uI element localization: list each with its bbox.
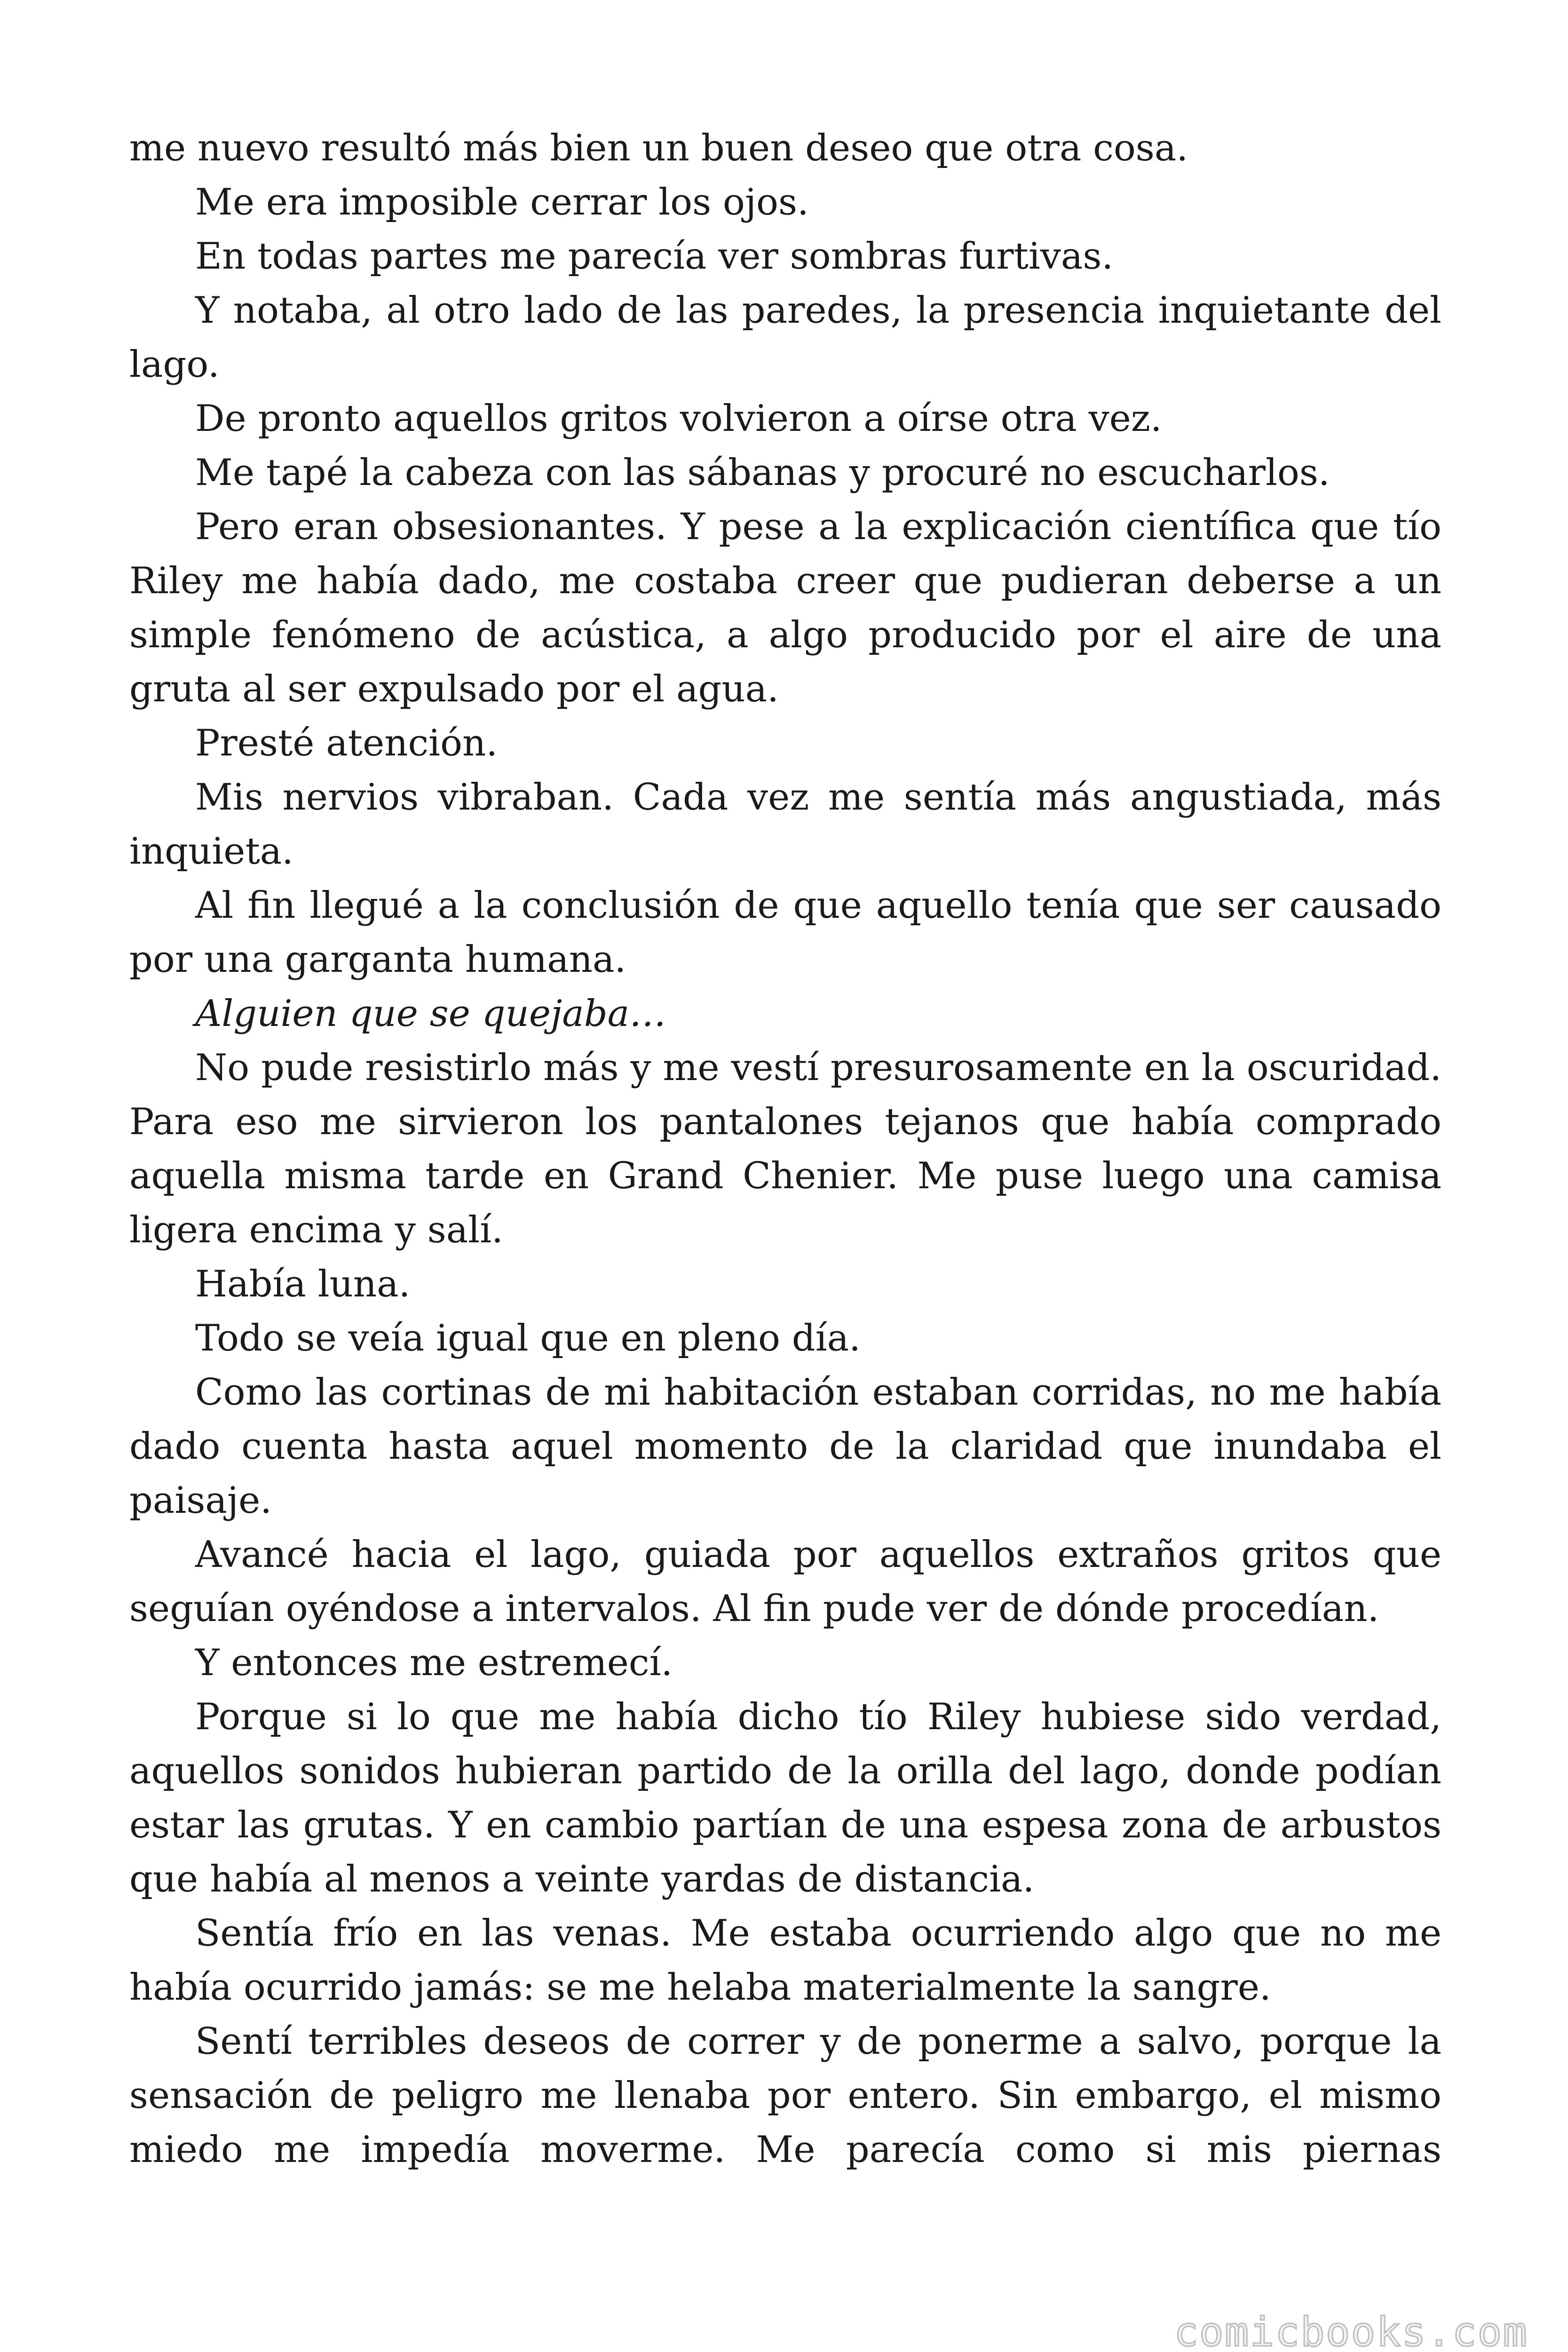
- watermark: comicbooks.com: [1174, 2309, 1528, 2352]
- paragraph: Y entonces me estremecí.: [195, 1642, 673, 1684]
- paragraph: No pude resistirlo más y me vestí presurosamente en la oscuridad. Para eso me sirvieron los pantalones tejanos que había comprado aquella misma tarde en Grand Chenier. Me puse luego una camisa ligera encima y salí.: [129, 1047, 1441, 1251]
- paragraph: Todo se veía igual que en pleno día.: [195, 1317, 861, 1359]
- paragraph: Porque si lo que me había dicho tío Riley hubiese sido verdad, aquellos sonidos hubieran partido de la orilla del lago, donde podían estar las grutas. Y en cambio partían de una espesa zona de arbustos que había al menos a veinte yardas de distancia.: [129, 1696, 1441, 1900]
- paragraph: Y notaba, al otro lado de las paredes, la presencia inquietante del lago.: [129, 289, 1441, 386]
- paragraph: Sentí terribles deseos de correr y de ponerme a salvo, porque la sensación de peligro me llenaba por entero. Sin embargo, el mismo miedo me impedía moverme. Me parecía como si mis piernas: [129, 2020, 1441, 2171]
- paragraph: Había luna.: [195, 1263, 411, 1305]
- paragraph-italic: Alguien que se quejaba…: [195, 993, 666, 1035]
- paragraph: Me era imposible cerrar los ojos.: [195, 181, 809, 223]
- paragraph: Al fin llegué a la conclusión de que aquello tenía que ser causado por una garganta humana.: [129, 884, 1441, 981]
- paragraph: En todas partes me parecía ver sombras furtivas.: [195, 235, 1114, 278]
- paragraph: Mis nervios vibraban. Cada vez me sentía más angustiada, más inquieta.: [129, 776, 1441, 873]
- paragraph: Pero eran obsesionantes. Y pese a la explicación científica que tío Riley me había dado, me costaba creer que pudieran deberse a un simple fenómeno de acústica, a algo producido por el aire de una gruta al ser expulsado por el agua.: [129, 506, 1441, 710]
- body-text: [129, 121, 1441, 2177]
- paragraph: De pronto aquellos gritos volvieron a oírse otra vez.: [195, 397, 1162, 440]
- paragraph: me nuevo resultó más bien un buen deseo que otra cosa.: [129, 127, 1188, 169]
- paragraph: Me tapé la cabeza con las sábanas y procuré no escucharlos.: [195, 452, 1330, 494]
- paragraph: Avancé hacia el lago, guiada por aquellos extraños gritos que seguían oyéndose a intervalos. Al fin pude ver de dónde procedían.: [129, 1534, 1441, 1630]
- paragraph: Presté atención.: [195, 722, 498, 764]
- paragraph: Sentía frío en las venas. Me estaba ocurriendo algo que no me había ocurrido jamás: se me helaba materialmente la sangre.: [129, 1912, 1441, 2009]
- paragraph: Como las cortinas de mi habitación estaban corridas, no me había dado cuenta hasta aquel momento de la claridad que inundaba el paisaje.: [129, 1371, 1441, 1522]
